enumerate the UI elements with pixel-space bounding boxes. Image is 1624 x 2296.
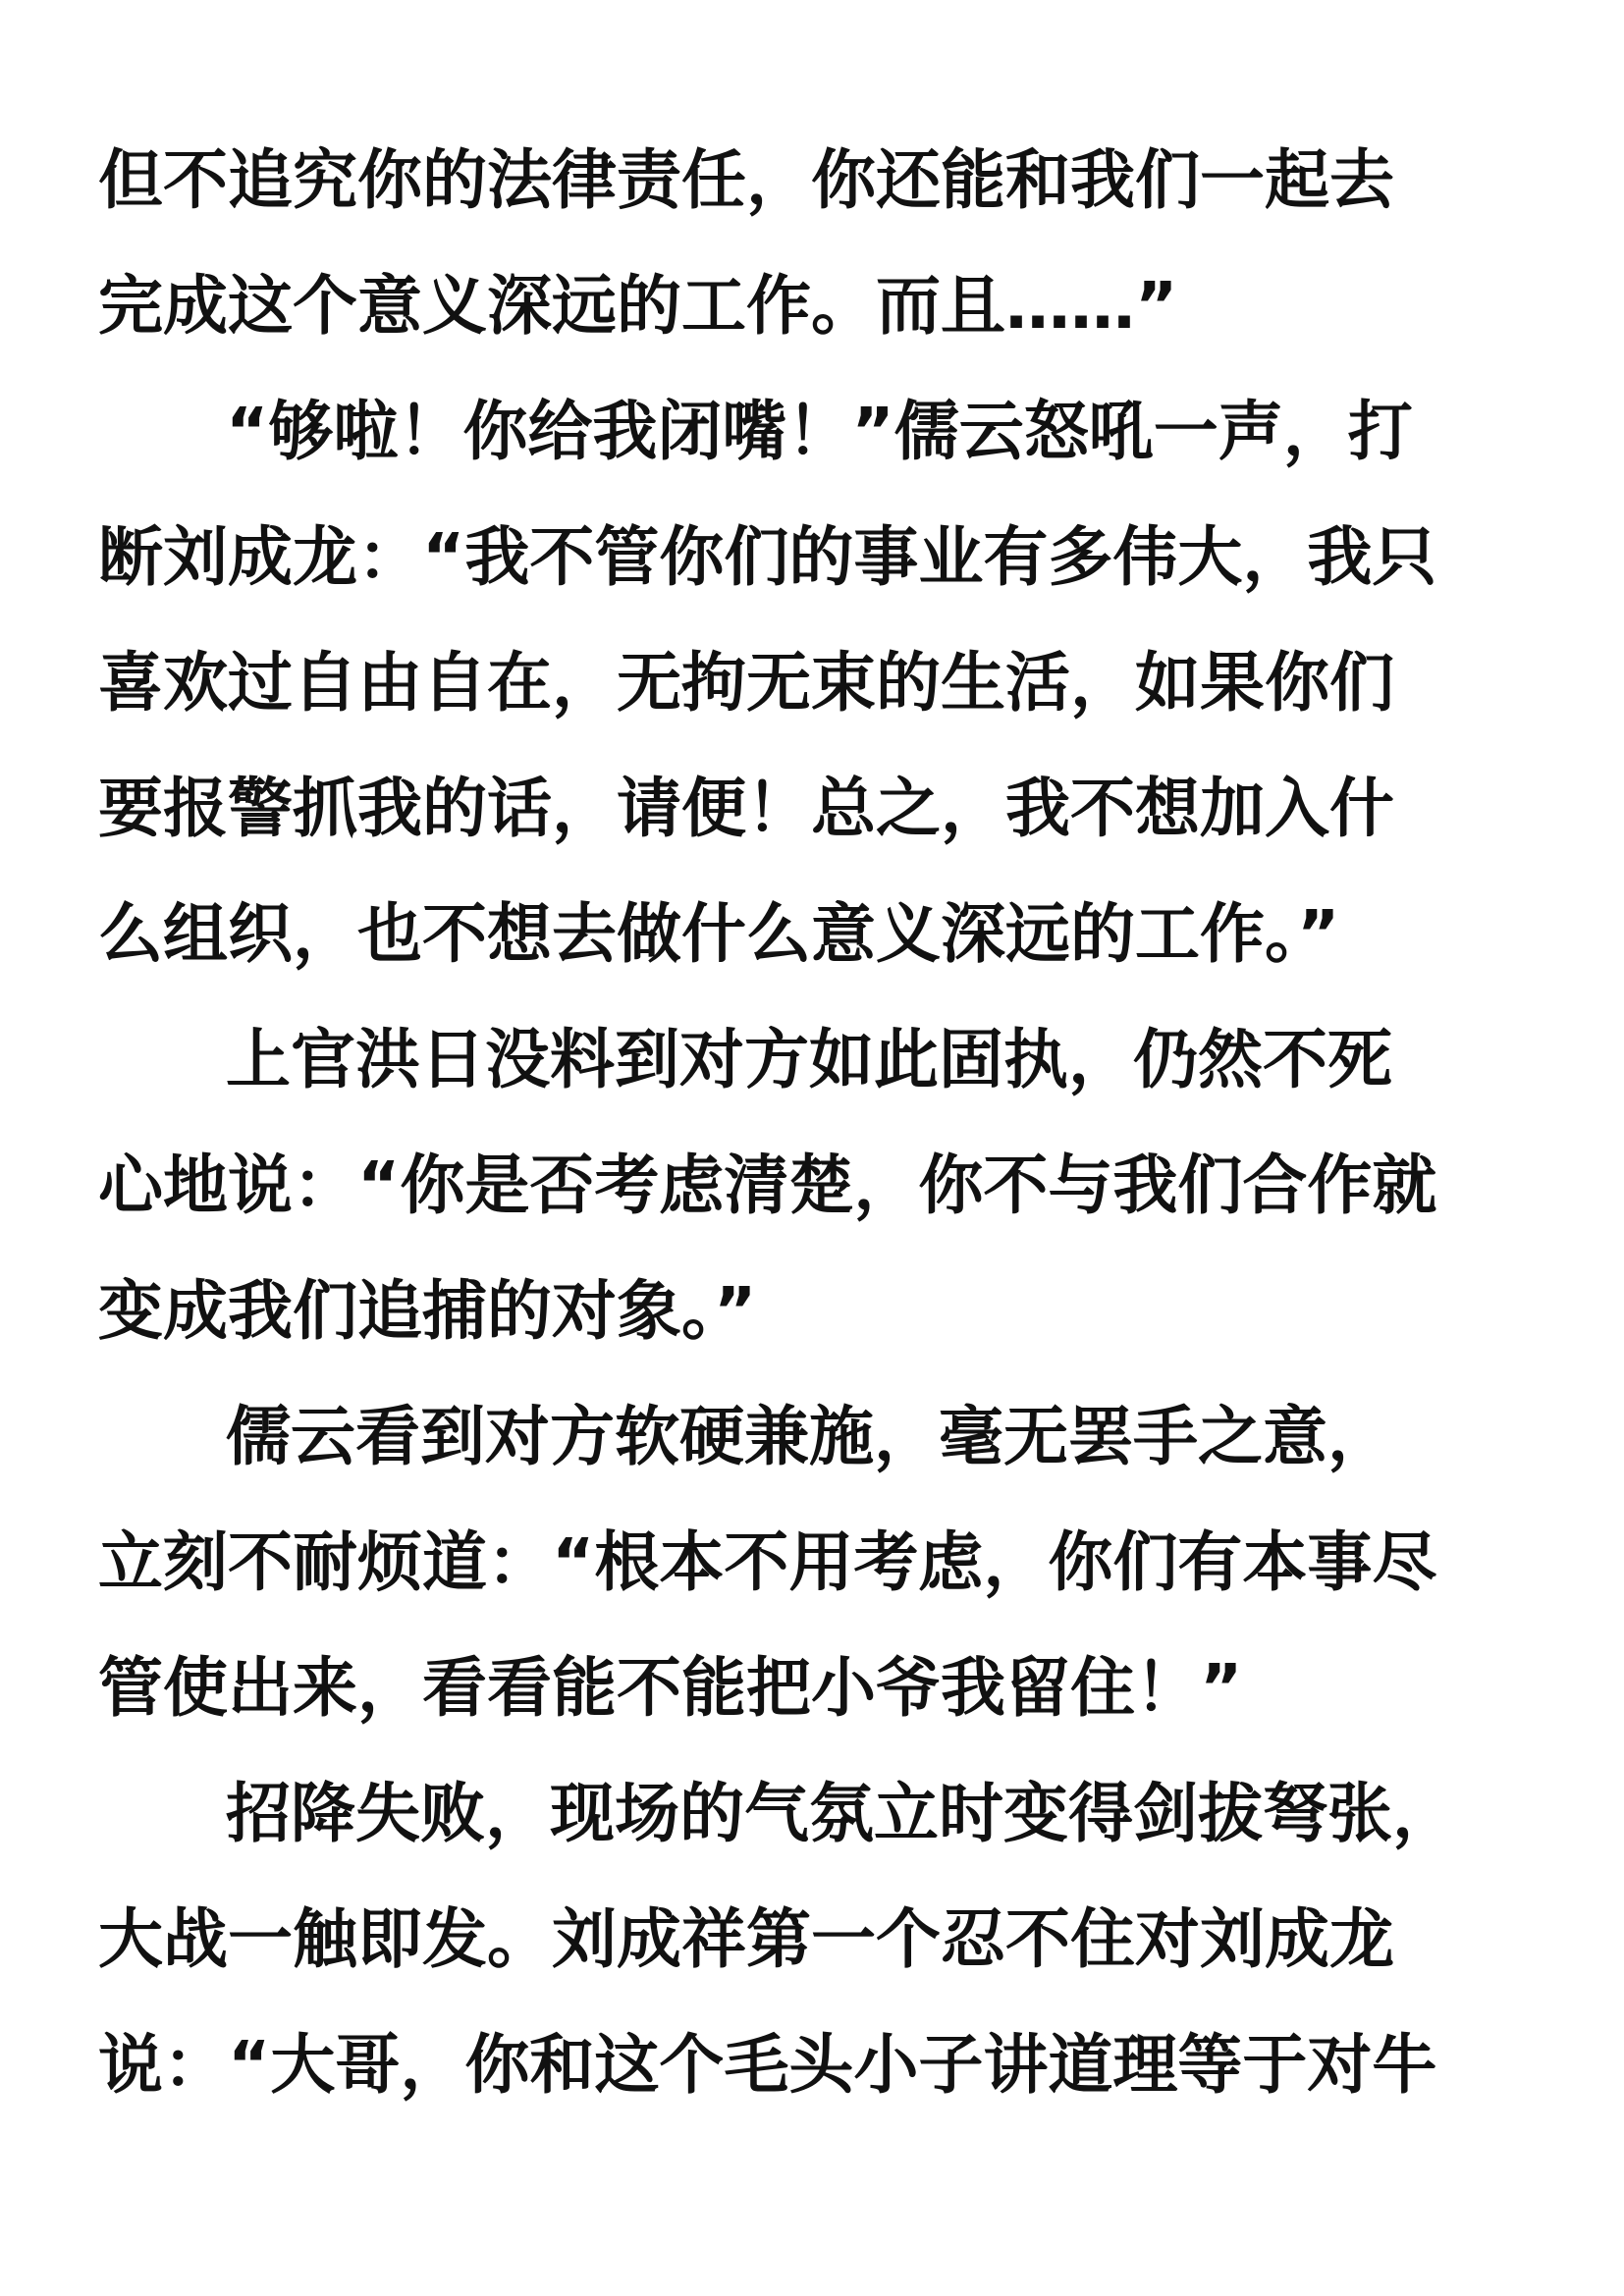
text-line: 立刻不耐烦道：“根本不用考虑，你们有本事尽: [98, 1524, 1437, 1600]
text-line: 管使出来，看看能不能把小爷我留住！”: [98, 1650, 1243, 1726]
text-line: 变成我们追捕的对象。”: [98, 1273, 757, 1349]
text-line: 要报警抓我的话，请便！总之，我不想加入什: [98, 771, 1394, 846]
text-line: 但不追究你的法律责任，你还能和我们一起去: [98, 142, 1394, 218]
text-line: 完成这个意义深远的工作。而且……”: [98, 268, 1178, 344]
text-line: 说：“大哥，你和这个毛头小子讲道理等于对牛: [98, 2027, 1437, 2103]
text-line: 喜欢过自由自在，无拘无束的生活，如果你们: [98, 645, 1394, 721]
text-line: 上官洪日没料到对方如此固执，仍然不死: [226, 1022, 1392, 1097]
text-line: 大战一触即发。刘成祥第一个忍不住对刘成龙: [98, 1901, 1394, 1977]
text-line: 断刘成龙：“我不管你们的事业有多伟大，我只: [98, 519, 1437, 595]
text-line: 么组织，也不想去做什么意义深远的工作。”: [98, 896, 1340, 972]
text-line: “够啦！你给我闭嘴！”儒云怒吼一声，打: [226, 394, 1413, 469]
text-line: 招降失败，现场的气氛立时变得剑拔弩张，: [226, 1776, 1457, 1851]
text-line: 心地说：“你是否考虑清楚，你不与我们合作就: [98, 1148, 1437, 1223]
text-line: 儒云看到对方软硬兼施，毫无罢手之意，: [226, 1399, 1392, 1474]
body-text: [98, 118, 1551, 2128]
